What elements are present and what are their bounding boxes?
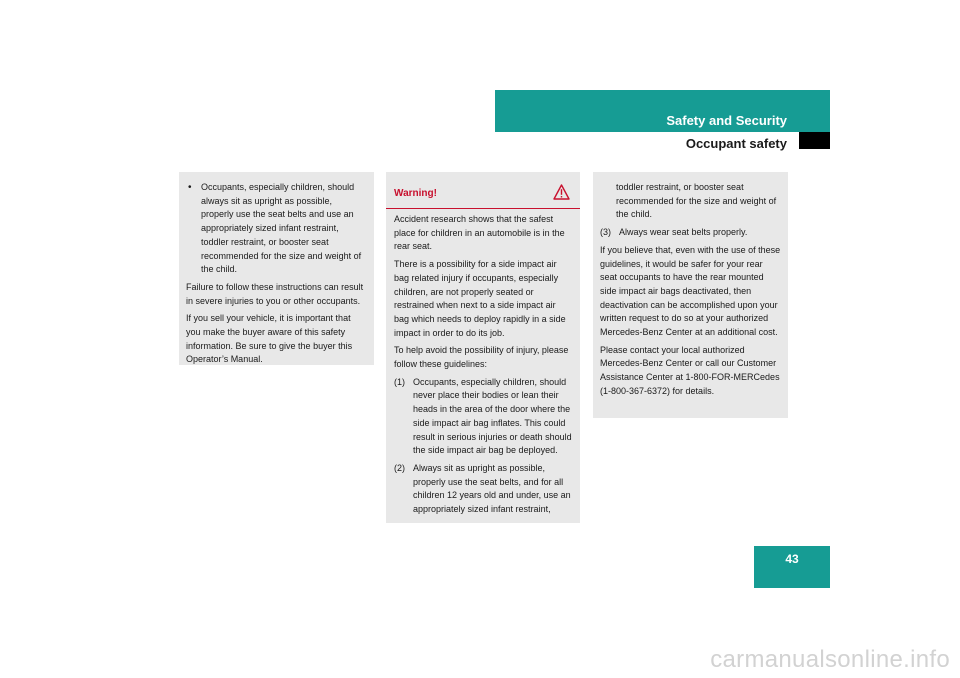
bullet-item (186, 181, 367, 277)
warning-header (386, 172, 580, 209)
page-number: 43 (785, 552, 799, 566)
warning-body (386, 209, 580, 517)
item-text: Always wear seat belts properly. (619, 227, 748, 238)
numbered-item (394, 462, 572, 517)
page-number-box (754, 546, 830, 588)
bullet-text: Occupants, especially children, should always sit as upright as possible, properly use the seat belts and use an appropriately sized infant restraint, toddler restraint, or booster seat recommended for the size and weight of the child. (201, 182, 362, 275)
watermark: carmanualsonline.info (710, 646, 950, 673)
paragraph: There is a possibility for a side impact air bag related injury if occupants, especially children, are not properly seated or restrained when next to a side impact air bag which needs to deploy rapidly in a side impact in order to do its job. (394, 259, 566, 338)
paragraph: Accident research shows that the safest place for children in an automobile is in the rear seat. (394, 214, 565, 252)
item-number: (2) (394, 462, 405, 473)
subsection-title: Occupant safety (685, 136, 787, 151)
numbered-item (600, 226, 781, 240)
column-3-box (593, 172, 788, 418)
warning-triangle-icon (553, 184, 570, 200)
column-1-box (179, 172, 374, 365)
section-tab-marker (799, 132, 830, 149)
paragraph: If you believe that, even with the use of these guidelines, it would be safer for your rear seat occupants to have the rear mounted side impact air bags deactivated, then deactivation can be accomplished upon your written request to do so at your authorized Mercedes-Benz Center at an additional cost. (600, 244, 781, 338)
continued-item-text: toddler restraint, or booster seat recommended for the size and weight of the child. (616, 182, 777, 220)
paragraph: Please contact your local authorized Mercedes-Benz Center or call our Customer Assistance Center at 1-800-FOR-MERCedes (1-800-367-6372) for details. (600, 344, 780, 396)
item-text: Always sit as upright as possible, properly use the seat belts, and for all children 12 years old and under, use an appropriately sized infant restraint, (413, 462, 571, 515)
numbered-item (394, 376, 572, 458)
item-number: (1) (394, 376, 405, 387)
item-text: Occupants, especially children, should never place their bodies or lean their heads in the area of the door where the side impact air bag inflates. This could result in serious injuries or death should the side impact air bag be deployed. (413, 376, 572, 456)
warning-box (386, 172, 580, 523)
section-title: Safety and Security (666, 113, 787, 128)
paragraph: To help avoid the possibility of injury, please follow these guidelines: (394, 345, 569, 370)
item-number: (3) (600, 227, 611, 238)
bullet-icon: • (188, 182, 192, 193)
warning-title: Warning! (394, 188, 437, 199)
paragraph: Failure to follow these instructions can result in severe injuries to you or other occupants. (186, 281, 364, 306)
paragraph: If you sell your vehicle, it is important that you make the buyer aware of this safety information. Be sure to give the buyer this Operator’s Manual. (186, 313, 353, 365)
